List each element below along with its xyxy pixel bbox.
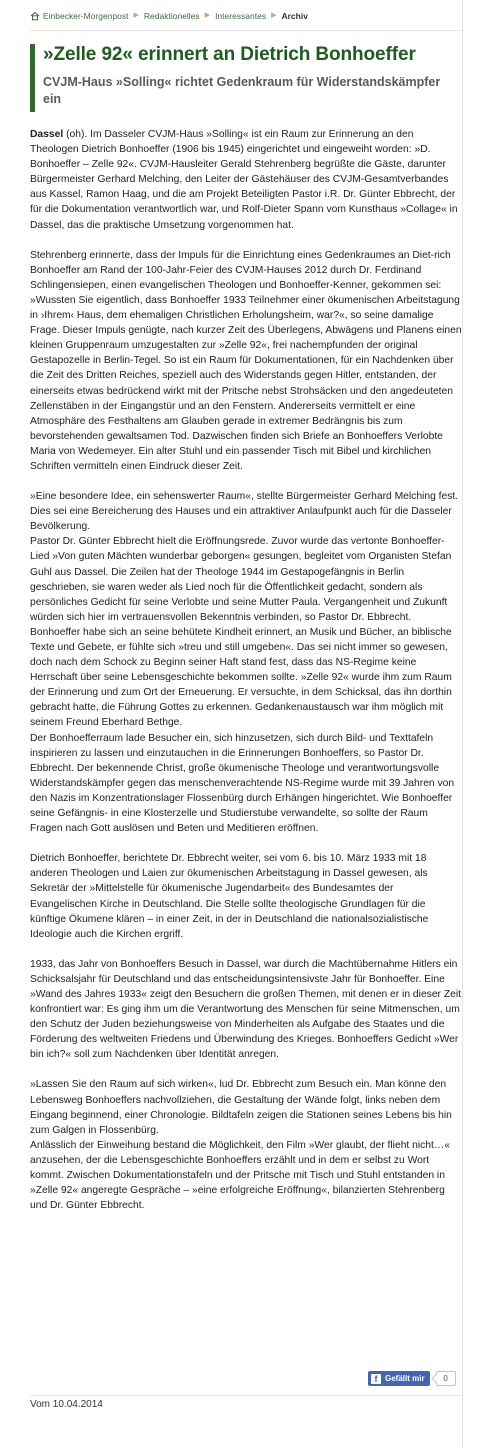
divider — [30, 1395, 462, 1396]
article-paragraph: Der Bonhoefferraum lade Besucher ein, sich hinzusetzen, sich durch Bild- und Texttafeln inspirieren zu lassen und einzutauchen in die Erinnerungen Bonhoeffers, so Pastor Dr. Ebbrecht. Der bekennende Christ, große ökumenische Theologe und verantwortungsvolle Widerstandskämpfer gegen das menschenverachtende NS-Regime wurde mit 39 Jahren von den Nazis im Konzentrationslager Flossenbürg durch Erhängen hingerichtet. Wie Bonhoeffer seine Gefängnis- in eine Klosterzelle und Studierstube verwandelte, so sollte der Raum Fragen nach Gott auslösen und Beten und Meditieren eröffnen. — [30, 732, 455, 835]
breadcrumb-current: Archiv — [281, 11, 308, 21]
article-paragraph: »Eine besondere Idee, ein sehenswerter Raum«, stellte Bürgermeister Gerhard Melching fest. Dies sei eine Bereicherung des Hauses und ein attraktiver Anlaufpunkt auch für die Dasseler Bevölkerung. — [30, 491, 459, 533]
article-paragraph: »Lassen Sie den Raum auf sich wirken«, lud Dr. Ebbrecht zum Besuch ein. Man könne den Lebensweg Bonhoeffers nachvollziehen, die Gestaltung der Wände folgt, links neben dem Eingang beginnend, einer Chronologie. Bildtafeln zeigen die Stationen seines Lebens bis hin zum Galgen in Flossenbürg. — [30, 1079, 452, 1136]
publish-date: Vom 10.04.2014 — [30, 1399, 103, 1410]
breadcrumb-item-home[interactable]: Einbecker-Morgenpost — [43, 11, 129, 21]
chevron-right-icon: ▶ — [204, 12, 211, 19]
breadcrumb-item-redaktionelles[interactable]: Redaktionelles — [143, 11, 200, 21]
chevron-right-icon: ▶ — [133, 12, 139, 19]
article-paragraph: Anlässlich der Einweihung bestand die Möglichkeit, den Film »Wer glaubt, der flieht nicht…« anzusehen, der die Lebensgeschichte Bonhoeffers erzählt und in dem er selbst zu Wort kommt. Zwischen Dokumentationstafeln und der Pritsche mit Tisch und Stuhl entstanden in »Zelle 92« angeregte Gespräche – »eine erfolgreiche Eröffnung«, bilanzierten Stehrenberg und Dr. Günter Ebbrecht. — [30, 1139, 450, 1212]
article-paragraph: Stehrenberg erinnerte, dass der Impuls für die Einrichtung eines Gedenkraumes an Diet-rich Bonhoeffer am Rand der 100-Jahr-Feier des CVJM-Hauses 2012 durch Dr. Ferdinand Schlingensiepen, einen evangelischen Theologen und Bonhoeffer-Kenner, gekommen sei: »Wussten Sie eigentlich, dass Bonhoeffer 1933 Teilnehmer einer ökumenischen Arbeitstagung in ›Ihrem‹ Haus, dem ehemaligen Christlichen Erholungsheim, war?«, so seine damalige Frage. Dieser Impuls genügte, nach kurzer Zeit des Überlegens, Abwägens und Planens einen kleinen Gruppenraum umzugestalten zur »Zelle 92«, frei nachempfunden der original Gestapozelle in Berlin-Tegel. So ist ein Raum für Dokumentationen, für ein Nachdenken über die Zeit des Dritten Reiches, speziell auch des Widerstands gegen Hitler, entstanden, der einerseits etwas bedrückend wirkt mit der Pritsche nebst Strohsäcken und den angedeuteten Zellenstäben in der Eingangstür und an den Fenstern. Andererseits vermittelt er eine Atmosphäre des Festhaltens am Glauben gerade in extremer Bedrängnis bis zum bevorstehenden gewaltsamen Tod. Dazwischen finden sich Briefe an Bonhoeffers Verlobte Maria von Wedemeyer. Ein alter Stuhl und ein passender Tisch mit Bibel und kirchlichen Schriften vermitteln einen Eindruck dieser Zeit. — [30, 249, 462, 472]
article-dateline: Dassel — [30, 129, 64, 140]
divider — [30, 30, 462, 31]
article-paragraph: Pastor Dr. Günter Ebbrecht hielt die Eröffnungsrede. Zuvor wurde das vertonte Bonhoeffer-Lied »Von guten Mächten wunderbar geborgen« gesungen, begleitet vom Organisten Stefan Guhl aus Dassel. Die Zeilen hat der Theologe 1944 im Gestapogefängnis in Berlin geschrieben, sie waren weder als Lied noch für die Öffentlichkeit gedacht, sondern als persönliches Gedicht für seine Verlobte und seine Mutter Paula. Vergangenheit und Zukunft würden sich hier im vertrauensvollen Bekenntnis verbinden, so Pastor Dr. Ebbrecht. Bonhoeffer habe sich an seine behütete Kindheit erinnert, an Musik und Bücher, an biblische Texte und Gebete, er fühlte sich »treu und still umgeben«. Das sei nicht immer so gewesen, doch nach dem Schock zu Beginn seiner Haft stand fest, dass das NS-Regime keine Herrschaft über seine Lebensgeschichte bekommen sollte. »Zelle 92« wurde ihm zum Raum der Erinnerung und zum Ort der Erneuerung. Er versuchte, in dem Schicksal, das ihn dorthin gebracht hatte, die Führung Gottes zu erkennen. Gedankenaustausch war ihm möglich mit seinem Freund Eberhard Bethge. — [30, 536, 452, 729]
article-paragraph: 1933, das Jahr von Bonhoeffers Besuch in Dassel, war durch die Machtübernahme Hitlers ein Schicksalsjahr für Deutschland und das entscheidungsintensivste Jahr für Bonhoeffer. Eine »Wand des Jahres 1933« zeigt den Besuchern die großen Themen, mit denen er in dieser Zeit konfrontiert war: Es ging ihm um die Verantwortung des Menschen für seine Mitmenschen, um den Schutz der Juden beziehungsweise von Minderheiten als Aufgabe des Staates und die Förderung des weltweiten Friedens und Überwindung des Krieges. Bonhoeffers Gedicht »Wer bin ich?« soll zum Nachdenken über Identität anregen. — [30, 958, 462, 1061]
article-body — [30, 127, 462, 1228]
article-title: »Zelle 92« erinnert an Dietrich Bonhoeffer — [43, 44, 416, 65]
article-paragraph — [30, 127, 462, 233]
breadcrumb-item-interessantes[interactable]: Interessantes — [215, 11, 267, 21]
facebook-like-button[interactable] — [368, 1371, 430, 1386]
article-paragraph-text: (oh). Im Dasseler CVJM-Haus »Solling« ist ein Raum zur Erinnerung an den Theologen Dietrich Bonhoeffer (1906 bis 1945) eingerichtet und eingeweiht worden: »D. Bonhoeffer – Zelle 92«. CVJM-Hausleiter Gerald Stehrenberg begrüßte die Gäste, darunter Bürgermeister Gerhard Melching, den Leiter der Gästehäuser des CVJM-Gesamtverbandes aus Kassel, Ramon Haag, und die am Projekt Beteiligten Pastor i.R. Dr. Günter Ebbrecht, der für die Dokumentation verantwortlich war, und Rolf-Dieter Spann vom Kunsthaus »Collage« in Dassel, das die praktische Umsetzung vorgenommen hat. — [30, 129, 458, 231]
like-label: Gefällt mir — [385, 1374, 425, 1383]
headline-accent-bar — [30, 44, 35, 112]
article-paragraph: Dietrich Bonhoeffer, berichtete Dr. Ebbrecht weiter, sei vom 6. bis 10. März 1933 mit 18 anderen Theologen und Laien zur ökumenischen Arbeitstagung in Dassel gewesen, als Sekretär der »Mittelstelle für ökumenische Jugendarbeit« des Bundesamtes der Evangelischen Kirche in Deutschland. Die Stelle sollte theologische Grundlagen für die künftige Ökumene klären – in einer Zeit, in der in Deutschland die nationalsozialistische Ideologie auch die Kirchen ergriff. — [30, 853, 429, 940]
facebook-icon: f — [371, 1374, 381, 1384]
facebook-like-widget — [368, 1371, 456, 1386]
chevron-right-icon: ▶ — [271, 12, 277, 19]
article-subtitle: CVJM-Haus »Solling« richtet Gedenkraum für Widerstandskämpfer ein — [43, 75, 441, 106]
like-count: 0 — [436, 1371, 456, 1386]
breadcrumb — [30, 9, 308, 23]
home-icon[interactable] — [30, 11, 40, 21]
